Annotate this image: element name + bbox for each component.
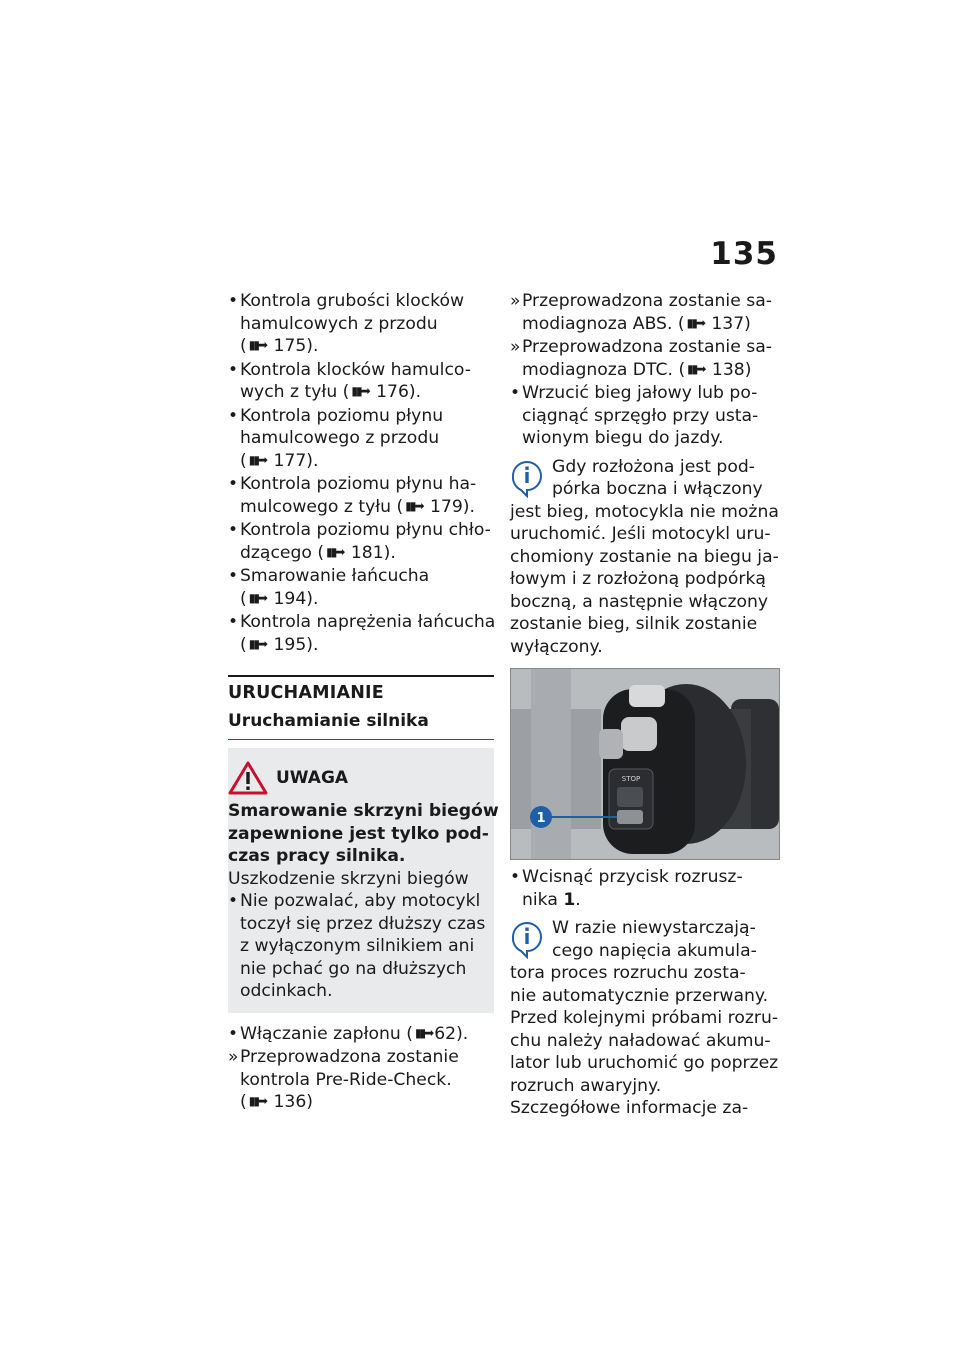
list-item: • Kontrola naprężenia łańcucha ( ▮▮➡ 195). — [228, 612, 496, 655]
page-reference-arrow-icon: ▮▮➡ — [405, 498, 423, 513]
page-reference-arrow-icon: ▮▮➡ — [326, 544, 344, 559]
page-reference-arrow-icon: ▮▮➡ — [687, 361, 705, 376]
list-item: • Wcisnąć przycisk rozrusz- nika 1. — [510, 867, 743, 910]
subsection-title: Uruchamianie silnika — [228, 711, 429, 731]
list-item: • Kontrola poziomu płynu ha- mulcowego z tyłu ( ▮▮➡ 179). — [228, 474, 477, 517]
bullet-icon: • — [510, 867, 521, 887]
bullet-icon: • — [228, 566, 239, 586]
right-column — [510, 290, 782, 1120]
list-item: • Wrzucić bieg jałowy lub po- ciągnąć sprzęgło przy usta- wionym biegu do jazdy. — [510, 383, 759, 448]
page-number: 135 — [710, 236, 778, 272]
bullet-icon: • — [228, 359, 239, 380]
list-item: • Włączanie zapłonu ( ▮▮➡ 62). — [228, 1023, 469, 1044]
bullet-icon: • — [228, 474, 239, 494]
bullet-icon: • — [228, 1023, 239, 1044]
callout-number: 1 — [536, 811, 546, 826]
page-reference-arrow-icon: ▮▮➡ — [686, 315, 704, 330]
result-marker-icon: » — [510, 291, 521, 311]
stop-label: STOP — [621, 775, 641, 783]
warning-instruction: • Nie pozwalać, aby motocykl toczył się przez dłuższy czas z wyłączonym silnikiem ani nie pchać go na dłuższych odcinkach. — [228, 891, 486, 1001]
bullet-icon: • — [228, 891, 239, 911]
bullet-icon: • — [510, 383, 521, 403]
list-item: • Kontrola grubości klocków hamulcowych z przodu ( ▮▮➡ 175). — [228, 291, 465, 356]
info-icon — [509, 458, 545, 498]
handlebar-switch-illustration — [511, 669, 779, 859]
page-reference-arrow-icon: ▮▮➡ — [248, 338, 266, 352]
page-reference-arrow-icon: ▮▮➡ — [248, 590, 266, 605]
section-divider — [228, 675, 494, 677]
result-item: » Przeprowadzona zostanie sa- modiagnoza DTC. ( ▮▮➡ 138) — [510, 337, 772, 380]
page-reference-arrow-icon: ▮▮➡ — [414, 1025, 433, 1040]
result-marker-icon: » — [228, 1047, 239, 1067]
bullet-icon: • — [228, 612, 239, 632]
bullet-icon: • — [228, 405, 239, 426]
list-item: • Smarowanie łańcucha ( ▮▮➡ 194). — [228, 566, 430, 609]
list-item: • Kontrola poziomu płynu chło- dzącego ( ▮▮➡ 181). — [228, 520, 491, 563]
page-reference-arrow-icon: ▮▮➡ — [248, 452, 266, 467]
warning-box: UWAGA Smarowanie skrzyni biegów zapewnione jest tylko pod- czas pracy silnika. Uszkodzenie skrzyni biegów • Nie pozwalać, aby motocykl toczył się przez dłuższy czas z wyłączonym silnikiem ani nie pchać go na dłuższych odcinkach. — [228, 748, 494, 1013]
page-reference-arrow-icon: ▮▮➡ — [351, 384, 369, 398]
warning-triangle-icon — [228, 761, 268, 795]
list-item: • Kontrola poziomu płynu hamulcowego z przodu ( ▮▮➡ 177). — [228, 405, 444, 471]
result-marker-icon: » — [510, 337, 521, 357]
info-note: W razie niewystarczają- cego napięcia akumula- tora proces rozruchu zosta- nie automatycznie przerwany. Przed kolejnymi próbami rozru- chu należy naładować akumu- lator lub uruchomić go poprzez rozruch awaryjny. Szczegółowe informacje za- — [510, 918, 779, 1118]
list-item: • Kontrola klocków hamulco- wych z tyłu ( ▮▮➡ 176). — [228, 359, 471, 402]
bullet-icon: • — [228, 520, 239, 540]
warning-consequence: Uszkodzenie skrzyni biegów — [228, 868, 469, 889]
subsection-divider — [228, 739, 494, 740]
handlebar-switch-photo — [510, 668, 780, 860]
warning-title: UWAGA — [276, 768, 349, 788]
page-reference-arrow-icon: ▮▮➡ — [248, 1094, 266, 1108]
bullet-icon: • — [228, 291, 239, 311]
section-title: URUCHAMIANIE — [228, 683, 384, 703]
result-item: » Przeprowadzona zostanie kontrola Pre-Ride-Check. ( ▮▮➡ 136) — [228, 1047, 459, 1112]
info-icon — [509, 919, 545, 959]
left-column — [228, 290, 499, 1115]
page-reference-arrow-icon: ▮▮➡ — [248, 636, 266, 651]
info-note: Gdy rozłożona jest pod- pórka boczna i włączony jest bieg, motocykla nie można uruchomić. Jeśli motocykl uru- chomiony zostanie na biegu ja- łowym i z rozłożoną podpórką boczną, a następnie włączony zostanie bieg, silnik zostanie wyłączony. — [510, 456, 779, 657]
result-item: » Przeprowadzona zostanie sa- modiagnoza ABS. ( ▮▮➡ 137) — [510, 291, 772, 334]
